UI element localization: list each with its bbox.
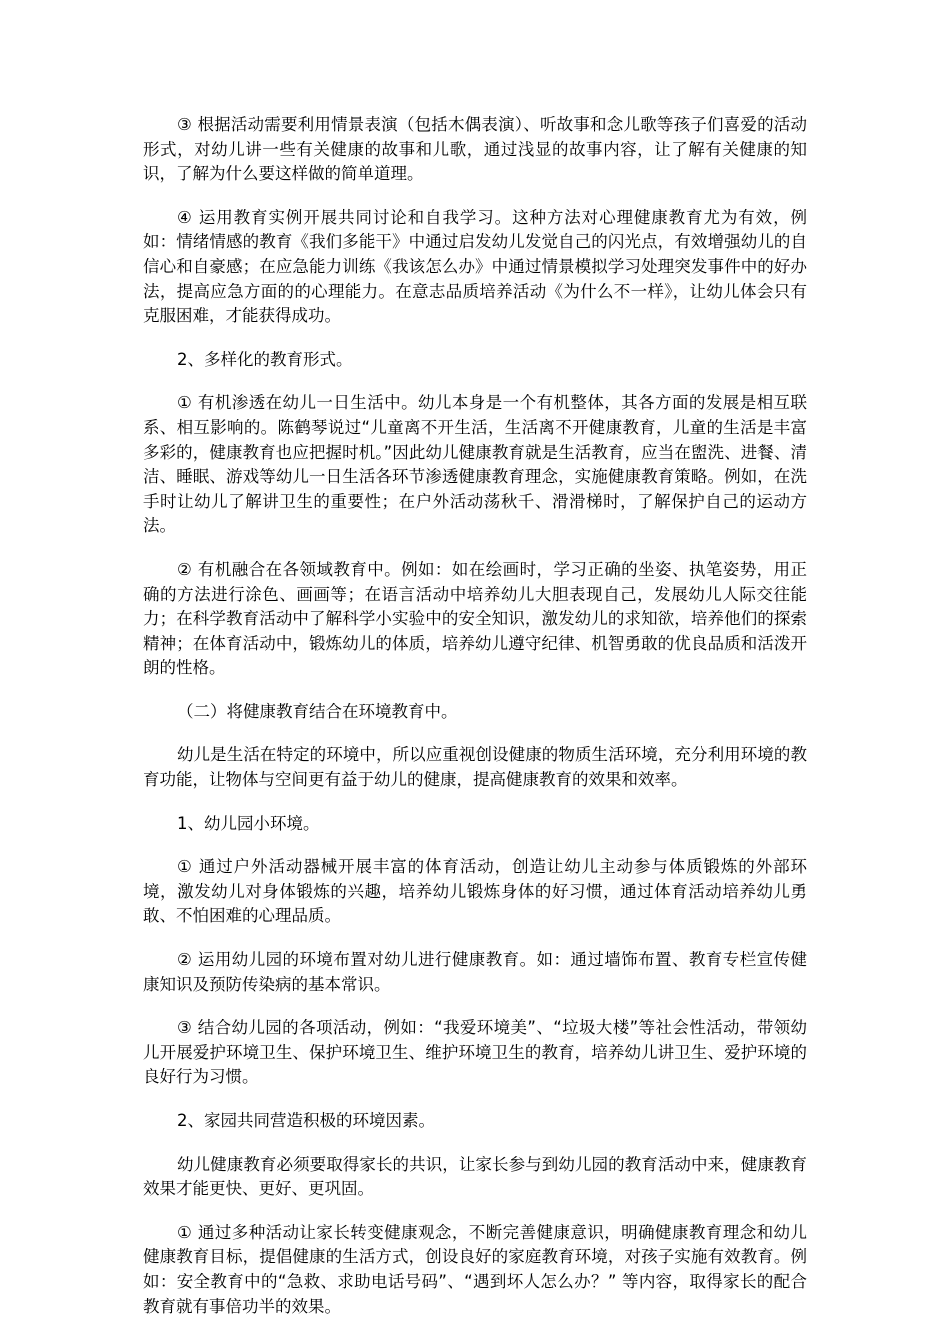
paragraph-environment-intro: 幼儿是生活在特定的环境中，所以应重视创设健康的物质生活环境，充分利用环境的教育功能，让物体与空间更有益于幼儿的健康，提高健康教育的效果和效率。: [143, 745, 807, 790]
paragraph-fields-integration: ② 有机融合在各领域教育中。例如：如在绘画时，学习正确的坐姿、执笔姿势，用正确的方法进行涂色、画画等；在语言活动中培养幼儿大胆表现自己，发展幼儿人际交往能力；在科学教育活动中了解科学小实验中的安全知识，激发幼儿的求知欲，培养他们的探索精神；在体育活动中，锻炼幼儿的体质，培养幼儿遵守纪律、机智勇敢的优良品质和活泼开朗的性格。: [143, 559, 807, 678]
paragraph-environment-layout: ② 运用幼儿园的环境布置对幼儿进行健康教育。如：通过墙饰布置、教育专栏宣传健康知识及预防传染病的基本常识。: [143, 950, 807, 994]
section-heading-diverse-forms: 2、多样化的教育形式。: [177, 349, 353, 369]
paragraph-outdoor-activities: ① 通过户外活动器械开展丰富的体育活动，创造让幼儿主动参与体质锻炼的外部环境，激发幼儿对身体锻炼的兴趣，培养幼儿锻炼身体的好习惯，通过体育活动培养幼儿勇敢、不怕困难的心理品质。: [143, 857, 807, 926]
paragraph-kindergarten-activities: ③ 结合幼儿园的各项活动，例如：“我爱环境美”、“垃圾大楼”等社会性活动，带领幼儿开展爱护环境卫生、保护环境卫生、维护环境卫生的教育，培养幼儿讲卫生、爱护环境的良好行为习惯。: [143, 1018, 807, 1087]
paragraph-method-3: ③ 根据活动需要利用情景表演（包括木偶表演）、听故事和念儿歌等孩子们喜爱的活动形式，对幼儿讲一些有关健康的故事和儿歌，通过浅显的故事内容，让了解有关健康的知识，了解为什么要这样做的简单道理。: [143, 115, 807, 184]
paragraph-parents-activities: ① 通过多种活动让家长转变健康观念，不断完善健康意识，明确健康教育理念和幼儿健康教育目标，提倡健康的生活方式，创设良好的家庭教育环境，对孩子实施有效教育。例如：安全教育中的“急救、求助电话号码”、“遇到坏人怎么办？” 等内容，取得家长的配合教育就有事倍功半的效果。: [143, 1222, 807, 1316]
paragraph-parents-consensus: 幼儿健康教育必须要取得家长的共识，让家长参与到幼儿园的教育活动中来，健康教育效果才能更快、更好、更巩固。: [143, 1154, 807, 1199]
section-heading-kindergarten-env: 1、幼儿园小环境。: [177, 813, 320, 833]
section-heading-home-school: 2、家园共同营造积极的环境因素。: [177, 1111, 435, 1130]
document-page: [143, 113, 807, 1338]
section-heading-environment: （二）将健康教育结合在环境教育中。: [177, 701, 458, 721]
paragraph-daily-life: ① 有机渗透在幼儿一日生活中。幼儿本身是一个有机整体，其各方面的发展是相互联系、相互影响的。陈鹤琴说过“儿童离不开生活，生活离不开健康教育，儿童的生活是丰富多彩的，健康教育也应把握时机。”因此幼儿健康教育就是生活教育，应当在盥洗、进餐、清洁、睡眠、游戏等幼儿一日生活各环节渗透健康教育理念，实施健康教育策略。例如，在洗手时让幼儿了解讲卫生的重要性；在户外活动荡秋千、滑滑梯时，了解保护自己的运动方法。: [143, 393, 807, 536]
paragraph-method-4: ④ 运用教育实例开展共同讨论和自我学习。这种方法对心理健康教育尤为有效，例如：情绪情感的教育《我们多能干》中通过启发幼儿发觉自己的闪光点，有效增强幼儿的自信心和自豪感；在应急能力训练《我该怎么办》中通过情景模拟学习处理突发事件中的好办法，提高应急方面的的心理能力。在意志品质培养活动《为什么不一样》，让幼儿体会只有克服困难，才能获得成功。: [143, 207, 807, 326]
